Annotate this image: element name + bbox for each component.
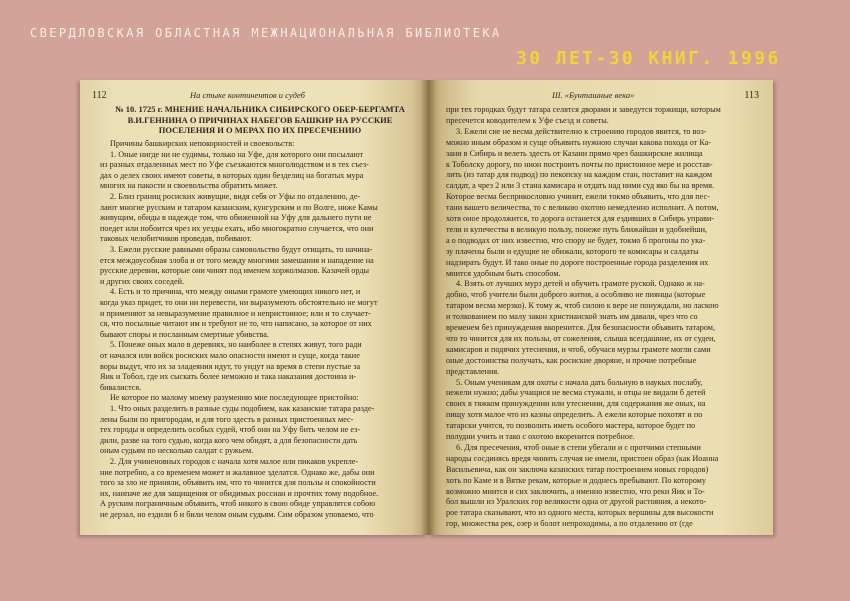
text-line: возможно мнится и сих заключить, а именно известно, что реки Яик и То-: [446, 486, 705, 496]
text-line: надзирать будут. И тако оные по дороге построенные города разделения их: [446, 257, 709, 267]
text-line: 2. Близ границ росиских живущие, видя себя от Уфы по отдалению, де-: [110, 192, 361, 201]
text-line: 1. Оные нигде ни не судимы, только на Уфе, для которого они посылают: [110, 149, 364, 159]
text-line: добно, чтоб учители были доброго жития, а особливо не пиянцы (которые: [446, 290, 706, 300]
text-line: хотя оное продолжится, то дорога останется для ездивших в Сибирь управи-: [446, 214, 715, 223]
text-line: салдат, а чрез 2 или 3 стана камисара и отдать над ними суд яко бы на время.: [446, 181, 715, 191]
text-line: рое татара сказывают, что из одного места, которых вершины для высокости: [446, 508, 714, 518]
text-line: бывают споры и посланным смертные убивства.: [100, 329, 269, 339]
text-line: бивалистся.: [100, 382, 142, 392]
text-line: того за зло не приняли, объявить им, что то чинится для пользы и спокойности: [100, 478, 376, 488]
text-line: 2. Для учиненовных городов с начала хотя малое или пикаков укрепле-: [110, 457, 359, 466]
text-line: русские деревни, которые они чинят под именем хоржолмазов. Казачей орды: [100, 266, 370, 276]
text-line: не дерзал, но ездили б и били челом оным судьям. Сим образом уповаемо, что: [100, 510, 374, 519]
text-line: оные достоинства получать, как росиские дворяне, и прочие потребные: [446, 355, 697, 365]
running-head-left: На стыке континентов и судеб: [190, 90, 305, 100]
open-book: [80, 80, 773, 535]
text-line: и применяют за невыразумение правилное и непристоиное; или и то случает-: [100, 308, 371, 318]
text-line: от начался или войск росиских мало опасности имеют и суще, когда такие: [100, 351, 360, 360]
text-line: временем без принуждения вкоренится. Для безопасности объявить татаром,: [446, 323, 716, 332]
page-number-left: 112: [92, 90, 107, 101]
text-line: лены были по пригородам, и для того здесть в разных пристоенных мес-: [100, 414, 354, 424]
text-line: Яик и Тобол, где их сыскать более неможно и така наказания достоина и-: [100, 372, 357, 382]
text-line: пищу хотя малое что из казны определить. А ежели которые похотят и по: [446, 410, 703, 420]
text-line: можно иным образом и суще объявить нужною случаи какова похода от Ка-: [446, 137, 712, 147]
text-line: их, наипаче же для защищения от обидимых россиан и прочтих тому подобное.: [100, 488, 379, 498]
text-line: лают многие русским и татаром казанским, кунгурским и по Волге, ниже Камы: [100, 202, 378, 212]
document-title: № 10. 1725 г. МНЕНИЕ НАЧАЛЬНИКА СИБИРСКОГО ОБЕР-БЕРГАМТА В.И.ГЕННИНА О ПРИЧИНАХ НАБЕГОВ БАШКИР НА РУССКИЕ ПОСЕЛЕНИЯ И О МЕРАХ ПО ИХ ПРЕСЕЧЕНИЮ: [115, 104, 405, 135]
text-line: из разных отдаленных мест по Уфе съезжаются многолюдством и в тех съез-: [100, 160, 369, 170]
text-line: зу плачены были и едущие не обижали, которого те комисары и салдаты: [446, 246, 699, 256]
text-line: и толкованием по малу закон христианской знать им давали, чрез что со: [446, 312, 698, 322]
text-line: оным судьям по несколько салдат с ружьем.: [100, 446, 254, 456]
text-line: А руским пограничным объявить, чтоб никого в свою обиде управлятся собою: [100, 499, 376, 509]
text-line: а о подводах от них известно, что спору не будет, токмо б прогоны по ука-: [446, 235, 706, 245]
running-head-right: III. «Бунташные века»: [552, 90, 635, 100]
text-line: пресечется ководителем к Уфе съезд и советы.: [446, 115, 609, 125]
text-line: мнится удобным быть способом.: [446, 268, 561, 278]
text-line: гор, множества рек, озер и болот непроходимы, а по отдалению от (где: [446, 519, 693, 529]
text-line: зани в Сибирь и велеть здесть от Казани прямо чрез башкирские жилища: [446, 148, 703, 158]
text-line: Не которое по малому моему разумению мне последующее пристойно:: [110, 393, 359, 403]
left-page-text: [80, 80, 428, 535]
text-line: 3. Ежели русские равными образы самовольство будут отищать, то начина-: [110, 245, 373, 254]
text-line: тех городы и определить особых судей, чтоб они на Уфу бить челом не ез-: [100, 425, 361, 435]
left-page: [80, 80, 428, 535]
text-line: 4. Взять от лучших мурз детей и обучить грамоте руской. Однако ж на-: [456, 279, 705, 289]
text-line: 4. Есть и то причина, что между оными грамоте умеющих никого нет, и: [110, 287, 361, 297]
text-line: ние потребно, а со временем может и жалавное зделатся. Однако же, дабы они: [100, 467, 375, 477]
text-line: нежели нужно; дабы учащися не весма стужали, и отцы не видали б детей: [446, 388, 706, 398]
right-page: [428, 80, 773, 535]
text-line: таковых челобитчиков проведав, побивают.: [100, 234, 252, 244]
text-line: татарски учится, то позволить иметь особого мастера, которое будет по: [446, 421, 696, 431]
text-line: дили, разве на того судью, когда кого чем обидят, а для безопасности дать: [100, 435, 358, 445]
text-line: народы сосдинясь вредя чинить случая не имели, пристоен образ (как Иоанна: [446, 453, 719, 463]
series-title: 30 ЛЕТ-30 КНИГ. 1996: [516, 48, 781, 69]
page-number-right: 113: [744, 90, 759, 101]
text-line: многих на пакости и своевольства обратить может.: [100, 181, 278, 191]
text-line: воры выдут, что их за зладеяния идут, то уидут на время в степи пустые за: [100, 361, 361, 371]
text-line: ся, что посылные читают им и требуют не то, что написано, за которое от них: [100, 319, 372, 329]
text-line: поедет или побоится чрез их уезды ехать, ибо многократно случается, что они: [100, 223, 374, 233]
text-line: Причины башкирских непокорностей и своевольств:: [110, 139, 295, 148]
text-line: и других своих соседей.: [100, 276, 185, 286]
right-page-text: [428, 80, 773, 535]
text-line: татаром весма мерзко). К тому ж, чтоб силою к вере не понуждали, но ласкою: [446, 301, 719, 311]
text-line: когда указ придет, то они ни перевести, ни выразумеють обстоятельно не могут: [100, 298, 378, 307]
text-line: полудни учить и тако с охотою вкоренится потребное.: [446, 432, 635, 441]
text-line: бол вышли из Уралских гор великости одна от другой растояния, а некото-: [446, 497, 707, 507]
text-line: Которое весма бесприкословно учинит, ежели токмо объявить, что для пес-: [446, 192, 710, 202]
text-line: тели и купечества в великую пользу, понеже путь ближайши и удобнейши,: [446, 224, 708, 234]
text-line: при тех городках будут татара селятся дворами и заведутся торжищи, которым: [446, 105, 721, 114]
text-line: Васильевича, как он заключа казанских татар построением новых городов): [446, 464, 709, 474]
text-line: тани вашего величества, то с великою охотою немедленно исполнит. А потом,: [446, 203, 719, 213]
text-line: что то чинится для их пользы, от сожеления, слыша всегдашние, их от судеи,: [446, 333, 716, 343]
text-line: 5. Оным ученикам для охоты с начала дать больную в наукых послабу,: [456, 377, 703, 387]
text-line: ется междоусобная злоба и от того между многими замешания и нападение на: [100, 255, 374, 265]
text-line: представления.: [446, 366, 500, 376]
text-line: своих в тяжком принуждении или утеснении, для содержания же оных, на: [446, 399, 706, 409]
text-line: 1. Что оных разделить в разные суды подобием, как казанские татара разде-: [110, 404, 375, 413]
text-line: камисаров и подячих утеснения, и чтоб, обучася мурзы грамоте могли сами: [446, 344, 711, 354]
text-line: к Тоболску дорогу, по нион построить почты по пристоиное мере и росстав-: [446, 159, 713, 169]
text-line: 3. Ежели сие не весма действително к строению городов явится, то воз-: [456, 126, 707, 136]
text-line: хоть по Каме и в Вятке рекам, которые и доднесь пребывают. По которому: [446, 475, 706, 485]
library-name: СВЕРДЛОВСКАЯ ОБЛАСТНАЯ МЕЖНАЦИОНАЛЬНАЯ БИБЛИОТЕКА: [30, 26, 502, 40]
text-line: лить (из татар для подвод) по пекопску на каждом стан, поставит на каждом: [446, 170, 713, 180]
text-line: дах о делех своих имеют советы, в которых один безделиц на богатых мура: [100, 170, 364, 180]
text-line: 5. Понеже оных мало в деревнях, но наиболее в степях живут, того ради: [110, 340, 362, 350]
text-line: 6. Для пресечения, чтоб оные в степи убегали и с протчими степными: [456, 442, 701, 452]
text-line: живущим, обиды в надежде том, что обиженной на Уфу для дальнего пути не: [100, 213, 372, 223]
